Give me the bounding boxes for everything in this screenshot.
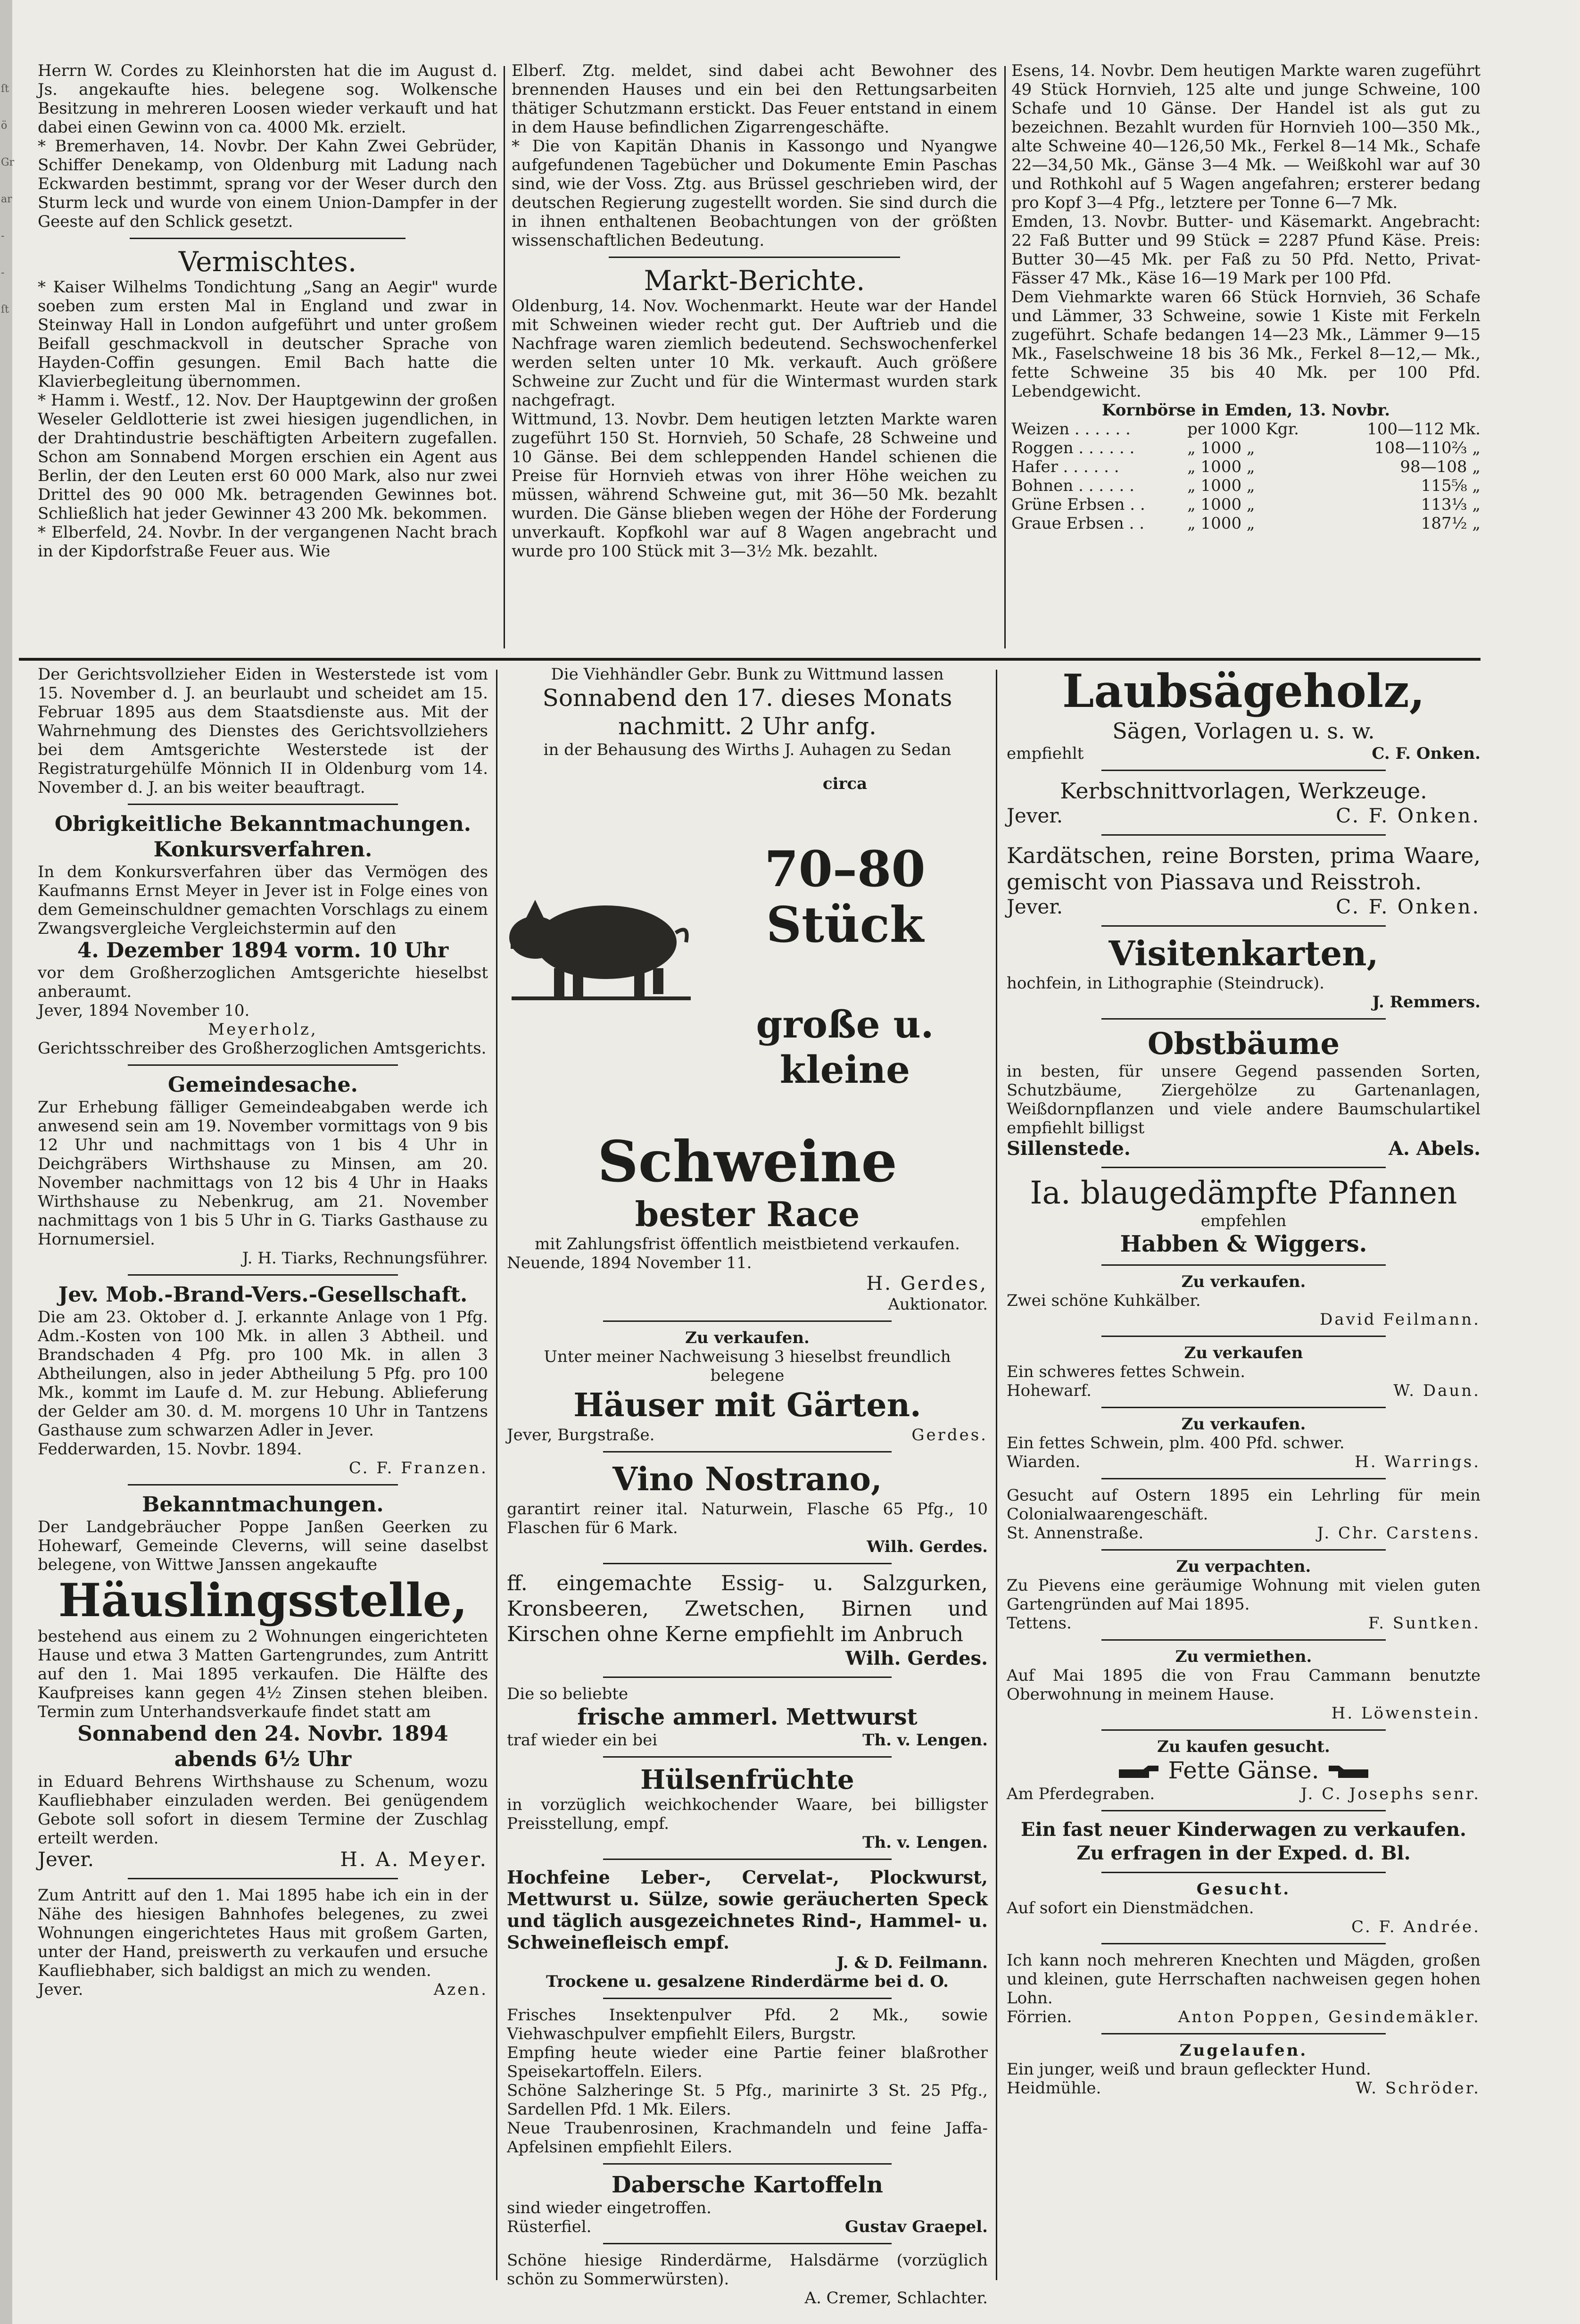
ad-signature: J. Chr. Carstens. bbox=[1317, 1524, 1481, 1543]
ad-text: traf wieder ein bei bbox=[507, 1731, 658, 1750]
sub-heading: Konkursverfahren. bbox=[153, 838, 372, 862]
divider bbox=[128, 1484, 398, 1486]
bourse-price: 108—110⅔ „ bbox=[1374, 439, 1481, 457]
ad-signature: C. F. Onken. bbox=[1336, 804, 1481, 827]
notice-text: Der Gerichtsvollzieher Eiden in Westerstede ist vom 15. November d. J. an beurlaubt und scheidet am 15. Februar 1895 aus dem Staatsdienste aus. Mit der Wahrnehmung des Dienstes des Gerichtsvollziehers bei dem Amtsgerichte Westerstede ist der Registraturgehülfe Mönnich II in Oldenburg vom 14. November d. J. an bis weiter beauftragt. bbox=[38, 665, 488, 797]
divider bbox=[603, 1859, 892, 1860]
ad-text: in besten, für unsere Gegend passenden Sorten, Schutzbäume, Ziergehölze zu Gartenanlagen, Weißdornpflanzen und viele andere Baumschulartikel empfiehlt billigst bbox=[1007, 1062, 1481, 1137]
ad-signature: H. Warrings. bbox=[1355, 1452, 1481, 1471]
column-2-bottom bbox=[507, 665, 988, 2307]
divider bbox=[1101, 1872, 1386, 1873]
margin-mark: ſt bbox=[1, 83, 9, 95]
notice-signature: Jever, 1894 November 10. bbox=[38, 1001, 250, 1020]
divider bbox=[609, 257, 900, 258]
ad-text: empfiehlt bbox=[1007, 744, 1084, 763]
ad-signature: W. Schröder. bbox=[1356, 2079, 1481, 2098]
ad-signature-row bbox=[507, 1731, 988, 1750]
ad-signature: Th. v. Lengen. bbox=[862, 1731, 988, 1750]
news-item: Dem Viehmarkte waren 66 Stück Hornvieh, 36 Schafe und Lämmer, 33 Schweine, sowie 1 Kiste mit Ferkeln zugeführt. Schafe bedangen 14—23 Mk., Lämmer 9—15 Mk., Faselschweine 18 bis 36 Mk., Ferkel 8—12,— Mk., fette Schweine 35 bis 40 Mk. per 100 Pfd. Lebendgewicht. bbox=[1011, 288, 1481, 401]
notice-text: in Eduard Behrens Wirthshause zu Schenum, wozu Kaufliebhaber einzuladen werden. Bei genügendem Gebote soll sofort in diesem Termine der Zuschlag erteilt werden. bbox=[38, 1772, 488, 1848]
ad-signature: H. Löwenstein. bbox=[1331, 1704, 1481, 1723]
ad-text: Neue Traubenrosinen, Krachmandeln und feine Jaffa-Apfelsinen empfiehlt Eilers. bbox=[507, 2119, 988, 2157]
divider bbox=[1101, 1018, 1386, 1020]
ad-title: Zu verkaufen. bbox=[685, 1328, 810, 1347]
ad-signature: J. Remmers. bbox=[1372, 993, 1481, 1012]
notice-text: Zum Antritt auf den 1. Mai 1895 habe ich ein in der Nähe des hiesigen Bahnhofes belegenes, zu zwei Wohnungen eingerichtetes Haus mit großem Garten, unter der Hand, preiswerth zu verkaufen und ersuche Kaufliebhaber, sich baldigst an mich zu wenden. bbox=[38, 1886, 488, 1980]
notice-signature-row bbox=[38, 1980, 488, 1999]
ad-text: Frisches Insektenpulver Pfd. 2 Mk., sowie Viehwaschpulver empfiehlt Eilers, Burgstr. bbox=[507, 2006, 988, 2043]
pointing-hand-icon bbox=[1327, 1763, 1369, 1782]
ad-big: Ia. blaugedämpfte Pfannen bbox=[1030, 1175, 1457, 1211]
news-item: * Die von Kapitän Dhanis in Kassongo und Nyangwe aufgefundenen Tagebücher und Dokumente Emin Paschas sind, wie der Voss. Ztg. aus Brüssel geschrieben wird, der deutschen Regierung zugestellt worden. Sie sind durch die in ihnen enthaltenen Beobachtungen von der größten wissenschaftlichen Bedeutung. bbox=[512, 137, 997, 250]
notice-text: Zur Erhebung fälliger Gemeindeabgaben werde ich anwesend sein am 19. November vormittags von 9 bis 12 Uhr und nachmittags von 1 bis 4 Uhr in Deichgräbers Wirthshause zu Minsen, am 20. November nachmittags von 12 bis 4 Uhr in Haaks Wirthshause zu Nebenkrug, am 21. November nachmittags von 1 bis 5 Uhr in G. Tiarks Gasthause zu Hornumersiel. bbox=[38, 1098, 488, 1249]
column-1-bottom bbox=[38, 665, 488, 2278]
news-item: * Kaiser Wilhelms Tondichtung „Sang an Aegir" wurde soeben zum ersten Mal in England und zwar in Steinway Hall in London aufgeführt und unter großem Beifall geschmackvoll in deutscher Sprache von Hayden-Coffin gesungen. Emil Bach hatte die Klavierbegleitung übernommen. bbox=[38, 278, 497, 391]
notice-signature: H. A. Meyer. bbox=[340, 1848, 488, 1871]
notice-place: Jever. bbox=[38, 1848, 94, 1871]
ad-animal: Schweine bbox=[597, 1129, 897, 1195]
ad-signature: Th. v. Lengen. bbox=[862, 1833, 988, 1852]
news-item: * Elberfeld, 24. Novbr. In der vergangenen Nacht brach in der Kipdorfstraße Feuer aus. Wie bbox=[38, 523, 497, 561]
bourse-item: Weizen . . . . . . bbox=[1011, 420, 1131, 439]
left-margin-fragments bbox=[1, 71, 13, 335]
margin-mark: Gr bbox=[1, 157, 15, 168]
section-heading: Vermischtes. bbox=[178, 246, 357, 278]
ad-place: Jever. bbox=[1007, 895, 1063, 918]
divider bbox=[603, 1677, 892, 1678]
sub-heading: Gemeindesache. bbox=[168, 1073, 358, 1097]
bourse-item: Hafer . . . . . . bbox=[1011, 457, 1119, 476]
ad-text: Ich kann noch mehreren Knechten und Mägden, großen und kleinen, gute Herrschaften nachweisen gegen hohen Lohn. bbox=[1007, 1951, 1481, 2008]
ad-text: Schöne Salzheringe St. 5 Pfg., marinirte 3 St. 25 Pfg., Sardellen Pfd. 1 Mk. Eilers. bbox=[507, 2081, 988, 2119]
ad-big: Zu erfragen in der Exped. d. Bl. bbox=[1076, 1842, 1411, 1864]
ad-signature-row bbox=[1007, 1137, 1481, 1160]
page-fold-shadow bbox=[0, 0, 15, 2324]
ad-signature: Habben & Wiggers. bbox=[1120, 1231, 1367, 1257]
ad-big: Visitenkarten, bbox=[1108, 933, 1379, 973]
ad-signature: Wilh. Gerdes. bbox=[845, 1647, 988, 1669]
ad-title: Gesucht. bbox=[1196, 1880, 1291, 1899]
divider bbox=[128, 804, 398, 805]
ad-signature: Anton Poppen, Gesindemäkler. bbox=[1178, 2008, 1481, 2026]
notice-text: Die am 23. Oktober d. J. erkannte Anlage von 1 Pfg. Adm.-Kosten von 100 Mk. in allen 3 Abtheil. und Brandschaden 4 Pfg. pro 100 Mk. in allen 3 Abtheilungen, also in jeder Abtheilung 5 Pfg. pro 100 Mk., kommt im Laufe d. M. zur Hebung. Ablieferung der Gelder am 30. d. M. morgens 10 Uhr in Tantzens Gasthause zum schwarzen Adler in Jever. bbox=[38, 1308, 488, 1440]
ad-signature: David Feilmann. bbox=[1320, 1310, 1481, 1329]
divider bbox=[130, 238, 405, 239]
ad-place: Förrien. bbox=[1007, 2008, 1072, 2026]
divider bbox=[1101, 1336, 1386, 1337]
ad-big: Vino Nostrano, bbox=[612, 1461, 882, 1498]
divider bbox=[1101, 1810, 1386, 1811]
ad-place: Jever. bbox=[1007, 804, 1063, 827]
notice-text: bestehend aus einem zu 2 Wohnungen eingerichteten Hause und etwa 3 Matten Gartengrundes, zum Antritt auf den 1. Mai 1895 verkaufen. Die Hälfte des Kaufpreises kann gegen 4½ Zinsen stehen bleiben. Termin zum Unterhandsverkaufe findet statt am bbox=[38, 1627, 488, 1721]
ad-big: Laubsägeholz, bbox=[1062, 664, 1425, 718]
news-item: Esens, 14. Novbr. Dem heutigen Markte waren zugeführt 49 Stück Hornvieh, 125 alte und junge Schweine, 100 Schafe und 10 Gänse. Der Handel ist als gut zu bezeichnen. Bezahlt wurden für Hornvieh 100—350 Mk., alte Schweine 40—126,50 Mk., Ferkel 8—14 Mk., Schafe 22—34,50 Mk., Gänse 3—4 Mk. — Weißkohl war auf 30 und Rothkohl auf 5 Wagen angefahren; ersterer bedang pro Kopf 3—4 Pfg., letztere per Tonne 6—7 Mk. bbox=[1011, 61, 1481, 212]
ad-text: Ein fettes Schwein, plm. 400 Pfd. schwer. bbox=[1007, 1434, 1345, 1452]
divider bbox=[1101, 1478, 1386, 1479]
ad-place: Sillenstede. bbox=[1007, 1137, 1131, 1160]
divider bbox=[603, 1451, 892, 1452]
ad-place: Tettens. bbox=[1007, 1614, 1072, 1633]
divider bbox=[1101, 1549, 1386, 1551]
ad-text: sind wieder eingetroffen. bbox=[507, 2199, 711, 2217]
ad-big: Dabersche Kartoffeln bbox=[612, 2172, 883, 2198]
ad-text: Auf sofort ein Dienstmädchen. bbox=[1007, 1899, 1254, 1917]
notice-big-title: Häuslingsstelle, bbox=[58, 1574, 468, 1627]
sub-heading: Jev. Mob.-Brand-Vers.-Gesellschaft. bbox=[58, 1283, 468, 1307]
ad-signature-row bbox=[1007, 1784, 1481, 1803]
ad-signature: Gustav Graepel. bbox=[845, 2217, 988, 2236]
ad-signature: J. & D. Feilmann. bbox=[836, 1953, 988, 1972]
margin-mark: - bbox=[1, 267, 5, 279]
ad-signature: Gerdes. bbox=[911, 1426, 988, 1444]
ad-text: in vorzüglich weichkochender Waare, bei billigster Preisstellung, empf. bbox=[507, 1795, 988, 1833]
ad-text: hochfein, in Lithographie (Steindruck). bbox=[1007, 974, 1324, 993]
column-3-top bbox=[1011, 61, 1481, 653]
ad-signature-row bbox=[1007, 804, 1481, 828]
notice-place: Jever. bbox=[38, 1980, 83, 1999]
news-item: Elberf. Ztg. meldet, sind dabei acht Bewohner des brennenden Hauses und ein bei den Rettungsarbeiten thätiger Schutzmann erstickt. Das Feuer entstand in einem in dem Hause befindlichen Zigarrengeschäfte. bbox=[512, 61, 997, 137]
pig-ad-text bbox=[702, 759, 988, 1130]
notice-signature: Azen. bbox=[433, 1980, 488, 1999]
divider bbox=[1101, 1943, 1386, 1944]
ad-signature-row bbox=[1007, 1381, 1481, 1400]
ad-signature: W. Daun. bbox=[1393, 1381, 1481, 1400]
notice-text: vor dem Großherzoglichen Amtsgerichte hieselbst anberaumt. bbox=[38, 963, 488, 1001]
ad-signature-row bbox=[507, 2217, 988, 2236]
divider bbox=[1101, 1729, 1386, 1731]
divider bbox=[603, 1756, 892, 1758]
ad-race: bester Race bbox=[635, 1194, 860, 1234]
ad-place: Hohewarf. bbox=[1007, 1381, 1092, 1400]
ad-text: Auf Mai 1895 die von Frau Cammann benutzte Oberwohnung in meinem Hause. bbox=[1007, 1666, 1481, 1704]
pig-icon bbox=[507, 881, 695, 1008]
bourse-unit: „ 1000 „ bbox=[1187, 439, 1255, 457]
ad-text: ff. eingemachte Essig- u. Salzgurken, Kronsbeeren, Zwetschen, Birnen und Kirschen ohne Kerne empfiehlt im Anbruch bbox=[507, 1571, 988, 1646]
ad-signature: H. Gerdes, bbox=[866, 1273, 988, 1295]
divider bbox=[1101, 925, 1386, 927]
ad-big: Häuser mit Gärten. bbox=[573, 1386, 921, 1424]
bourse-price: 98—108 „ bbox=[1400, 457, 1481, 476]
ad-text: garantirt reiner ital. Naturwein, Flasche 65 Pfg., 10 Flaschen für 6 Mark. bbox=[507, 1500, 988, 1537]
news-item: Wittmund, 13. Novbr. Dem heutigen letzten Markte waren zugeführt 150 St. Hornvieh, 50 Schafe, 28 Schweine und 10 Gänse. Bei dem schleppenden Handel schienen die Preise für Hornvieh etwas von ihrer Höhe weichen zu müssen, während Schweine gut, mit 36—50 Mk. bezahlt wurden. Die Gänse blieben wegen der Höhe der Forderung unverkauft. Kopfkohl war auf 8 Wagen angebracht und wurde pro 100 Stück mit 3—3½ Mk. bezahlt. bbox=[512, 410, 997, 561]
divider bbox=[1101, 770, 1386, 771]
ad-time: nachmitt. 2 Uhr anfg. bbox=[618, 713, 877, 740]
column-rule bbox=[996, 670, 997, 2280]
ad-signature-row bbox=[1007, 744, 1481, 763]
divider bbox=[603, 1998, 892, 1999]
ad-signature: A. Cremer, Schlachter. bbox=[804, 2289, 988, 2307]
column-rule bbox=[496, 670, 497, 2280]
ad-signature: Wilh. Gerdes. bbox=[867, 1537, 988, 1556]
section-rule bbox=[19, 658, 1481, 661]
ad-title: Zugelaufen. bbox=[1179, 2041, 1308, 2060]
ad-text: Die so beliebte bbox=[507, 1685, 629, 1703]
notice-date: Sonnabend den 24. Novbr. 1894 bbox=[77, 1722, 448, 1746]
ad-text: Gesucht auf Ostern 1895 ein Lehrling für mein Colonialwaarengeschäft. bbox=[1007, 1486, 1481, 1524]
column-rule bbox=[504, 66, 505, 648]
ad-big: Obstbäume bbox=[1147, 1026, 1340, 1062]
ad-place: Am Pferdegraben. bbox=[1007, 1784, 1155, 1803]
bourse-unit: „ 1000 „ bbox=[1187, 476, 1255, 495]
ad-text: Unter meiner Nachweisung 3 hieselbst freundlich belegene bbox=[544, 1347, 951, 1385]
ad-title: Zu vermiethen. bbox=[1175, 1647, 1312, 1666]
divider bbox=[603, 1320, 892, 1322]
ad-text: Hochfeine Leber-, Cervelat-, Plockwurst, Mettwurst u. Sülze, sowie geräucherten Speck und täglich ausgezeichnetes Rind-, Hammel- u. Schweinefleisch empf. bbox=[507, 1867, 988, 1953]
ad-signature-row bbox=[1007, 895, 1481, 919]
ad-signature-row bbox=[1007, 1452, 1481, 1471]
pointing-hand-icon bbox=[1118, 1763, 1160, 1782]
margin-mark: ö bbox=[1, 120, 8, 132]
ad-intro: Die Viehhändler Gebr. Bunk zu Wittmund lassen bbox=[551, 665, 944, 684]
ad-signature: A. Abels. bbox=[1389, 1137, 1481, 1160]
bourse-price: 113⅓ „ bbox=[1421, 495, 1481, 514]
ad-big: frische ammerl. Mettwurst bbox=[577, 1704, 918, 1730]
bourse-title: Kornbörse in Emden, 13. Novbr. bbox=[1101, 401, 1390, 420]
divider bbox=[1101, 1167, 1386, 1168]
ad-signature: F. Suntken. bbox=[1368, 1614, 1481, 1633]
pig-ad-block bbox=[507, 759, 988, 1130]
notice-signature: Fedderwarden, 15. Novbr. 1894. bbox=[38, 1440, 302, 1459]
divider bbox=[1101, 834, 1386, 836]
ad-text: Zwei schöne Kuhkälber. bbox=[1007, 1291, 1201, 1310]
bourse-item: Grüne Erbsen . . bbox=[1011, 495, 1145, 514]
ad-big: Ein fast neuer Kinderwagen zu verkaufen. bbox=[1021, 1818, 1466, 1841]
column-rule bbox=[1004, 66, 1006, 648]
ad-text: Ein junger, weiß und braun gefleckter Hund. bbox=[1007, 2060, 1371, 2079]
ad-text: Trockene u. gesalzene Rinderdärme bei d. O. bbox=[546, 1972, 949, 1991]
divider bbox=[1101, 1407, 1386, 1408]
ad-place: in der Behausung des Wirths J. Auhagen zu Sedan bbox=[543, 740, 951, 759]
notice-time: abends 6½ Uhr bbox=[174, 1747, 352, 1771]
divider bbox=[1101, 1639, 1386, 1641]
ad-title: Zu kaufen gesucht. bbox=[1157, 1737, 1330, 1756]
ad-big: Fette Gänse. bbox=[1168, 1757, 1319, 1784]
ad-signature: C. F. Andrée. bbox=[1351, 1917, 1481, 1936]
margin-mark: - bbox=[1, 230, 5, 242]
bourse-item: Bohnen . . . . . . bbox=[1011, 476, 1134, 495]
ad-signature: Auktionator. bbox=[888, 1295, 988, 1314]
column-2-top bbox=[512, 61, 997, 653]
notice-text: Der Landgebräucher Poppe Janßen Geerken zu Hohewarf, Gemeinde Cleverns, will seine daselbst belegene, von Wittwe Janssen angekaufte bbox=[38, 1518, 488, 1574]
ad-title: Zu verkaufen bbox=[1184, 1344, 1303, 1362]
ad-terms: mit Zahlungsfrist öffentlich meistbietend verkaufen. bbox=[535, 1235, 960, 1253]
ad-text: Empfing heute wieder eine Partie feiner blaßrother Speisekartoffeln. Eilers. bbox=[507, 2043, 988, 2081]
ad-text: Ein schweres fettes Schwein. bbox=[1007, 1362, 1246, 1381]
ad-circa: circa bbox=[822, 774, 868, 793]
ad-text: Schöne hiesige Rinderdärme, Halsdärme (vorzüglich schön zu Sommerwürsten). bbox=[507, 2251, 988, 2289]
ad-signature: Neuende, 1894 November 11. bbox=[507, 1253, 752, 1272]
bourse-price: 187½ „ bbox=[1421, 514, 1481, 533]
notice-signature: C. F. Franzen. bbox=[348, 1459, 488, 1477]
margin-mark: ar bbox=[1, 193, 12, 205]
news-item: Herrn W. Cordes zu Kleinhorsten hat die im August d. Js. angekaufte hies. belegene sog. Wolkensche Besitzung in mehreren Loosen wieder verkauft und hat dabei einen Gewinn von ca. 4000 Mk. erzielt. bbox=[38, 61, 497, 137]
ad-signature: C. F. Onken. bbox=[1336, 895, 1481, 918]
news-item: * Hamm i. Westf., 12. Nov. Der Hauptgewinn der großen Weseler Geldlotterie ist zwei hiesigen jugendlichen, in der Drahtindustrie beschäftigten Arbeitern zugefallen. Schon am Sonnabend Morgen erschien ein Agent aus Berlin, der den Leuten erst 60 000 Mark, also nur zwei Drittel des 90 000 Mk. betragenden Gewinnes bot. Schließlich hat jeder Gewinner 43 200 Mk. bekommen. bbox=[38, 391, 497, 523]
bourse-item: Graue Erbsen . . bbox=[1011, 514, 1145, 533]
bourse-item: Roggen . . . . . . bbox=[1011, 439, 1135, 457]
divider bbox=[128, 1878, 398, 1879]
ad-date: Sonnabend den 17. dieses Monats bbox=[542, 684, 952, 712]
notice-date: 4. Dezember 1894 vorm. 10 Uhr bbox=[77, 938, 449, 963]
ad-place: Jever, Burgstraße. bbox=[507, 1426, 655, 1444]
bourse-unit: „ 1000 „ bbox=[1187, 514, 1255, 533]
ad-text: Zu Pievens eine geräumige Wohnung mit vielen guten Gartengründen auf Mai 1895. bbox=[1007, 1576, 1481, 1614]
ad-place: St. Annenstraße. bbox=[1007, 1524, 1144, 1543]
divider bbox=[603, 2163, 892, 2165]
ad-signature-row bbox=[507, 1426, 988, 1444]
ad-signature-row bbox=[1007, 1614, 1481, 1633]
sub-heading: Bekanntmachungen. bbox=[142, 1493, 384, 1517]
divider bbox=[1101, 1264, 1386, 1266]
ad-big: Hülsenfrüchte bbox=[640, 1764, 854, 1795]
divider bbox=[603, 1563, 892, 1564]
bourse-unit: per 1000 Kgr. bbox=[1187, 420, 1299, 439]
bourse-price: 100—112 Mk. bbox=[1367, 420, 1481, 439]
ad-big: Kerbschnittvorlagen, Werkzeuge. bbox=[1060, 778, 1427, 804]
news-item: * Bremerhaven, 14. Novbr. Der Kahn Zwei Gebrüder, Schiffer Denekamp, von Oldenburg mit Ladung nach Eckwarden bestimmt, sprang vor der Weser durch den Sturm leck und wurde von einem Union-Dampfer in der Geeste auf den Schlick gesetzt. bbox=[38, 137, 497, 231]
notice-signature: Gerichtsschreiber des Großherzoglichen Amtsgerichts. bbox=[38, 1039, 487, 1058]
notice-signature: Meyerholz, bbox=[208, 1020, 318, 1039]
divider bbox=[128, 1064, 398, 1066]
section-heading: Obrigkeitliche Bekanntmachungen. bbox=[54, 812, 472, 836]
column-1-top bbox=[38, 61, 497, 653]
ad-text: empfehlen bbox=[1200, 1212, 1287, 1230]
divider bbox=[1101, 2033, 1386, 2034]
ad-title: Zu verpachten. bbox=[1176, 1557, 1311, 1576]
notice-text: In dem Konkursverfahren über das Vermögen des Kaufmanns Ernst Meyer in Jever ist in Folge eines von dem Gemeinschuldner gemachten Vorschlags zu einem Zwangsvergleiche Vergleichstermin auf den bbox=[38, 863, 488, 938]
bourse-price: 115⅝ „ bbox=[1421, 476, 1481, 495]
bourse-table bbox=[1011, 420, 1481, 533]
ad-place: Heidmühle. bbox=[1007, 2079, 1101, 2098]
ad-signature: C. F. Onken. bbox=[1372, 744, 1481, 763]
ad-text: Sägen, Vorlagen u. s. w. bbox=[1112, 718, 1375, 744]
news-item: Emden, 13. Novbr. Butter- und Käsemarkt. Angebracht: 22 Faß Butter und 99 Stück = 2287 Pfund Käse. Preis: Butter 30—45 Mk. per Faß zu 50 Pfd. Netto, Privat-Fässer 47 Mk., Käse 16—19 Mark per 100 Pfd. bbox=[1011, 212, 1481, 288]
ad-place: Rüsterfiel. bbox=[507, 2217, 592, 2236]
bourse-unit: „ 1000 „ bbox=[1187, 457, 1255, 476]
ad-big-row bbox=[1007, 1756, 1481, 1784]
ad-signature-row bbox=[1007, 1524, 1481, 1543]
notice-signature: J. H. Tiarks, Rechnungsführer. bbox=[242, 1249, 488, 1268]
divider bbox=[128, 1274, 398, 1276]
ad-signature-row bbox=[1007, 2008, 1481, 2026]
ad-signature: J. C. Josephs senr. bbox=[1300, 1784, 1481, 1803]
margin-mark: ſt bbox=[1, 304, 9, 315]
ad-place: Wiarden. bbox=[1007, 1452, 1081, 1471]
ad-title: Zu verkaufen. bbox=[1181, 1272, 1306, 1291]
divider bbox=[603, 2243, 892, 2244]
section-heading: Markt-Berichte. bbox=[644, 265, 865, 297]
ad-title: Zu verkaufen. bbox=[1181, 1415, 1306, 1434]
ad-signature-row bbox=[1007, 2079, 1481, 2098]
ad-size: große u. kleine bbox=[756, 1002, 934, 1092]
column-3-bottom bbox=[1007, 665, 1481, 2278]
bourse-unit: „ 1000 „ bbox=[1187, 495, 1255, 514]
ad-count: 70–80 Stück bbox=[764, 840, 926, 954]
news-item: Oldenburg, 14. Nov. Wochenmarkt. Heute war der Handel mit Schweinen wieder recht gut. Der Auftrieb und die Nachfrage waren ziemlich bedeutend. Sechswochenferkel werden selten unter 10 Mk. verkauft. Auch größere Schweine zur Zucht und für die Wintermast wurden stark nachgefragt. bbox=[512, 297, 997, 410]
ad-big: Kardätschen, reine Borsten, prima Waare, gemischt von Piassava und Reisstroh. bbox=[1007, 843, 1481, 895]
notice-signature-row bbox=[38, 1848, 488, 1871]
